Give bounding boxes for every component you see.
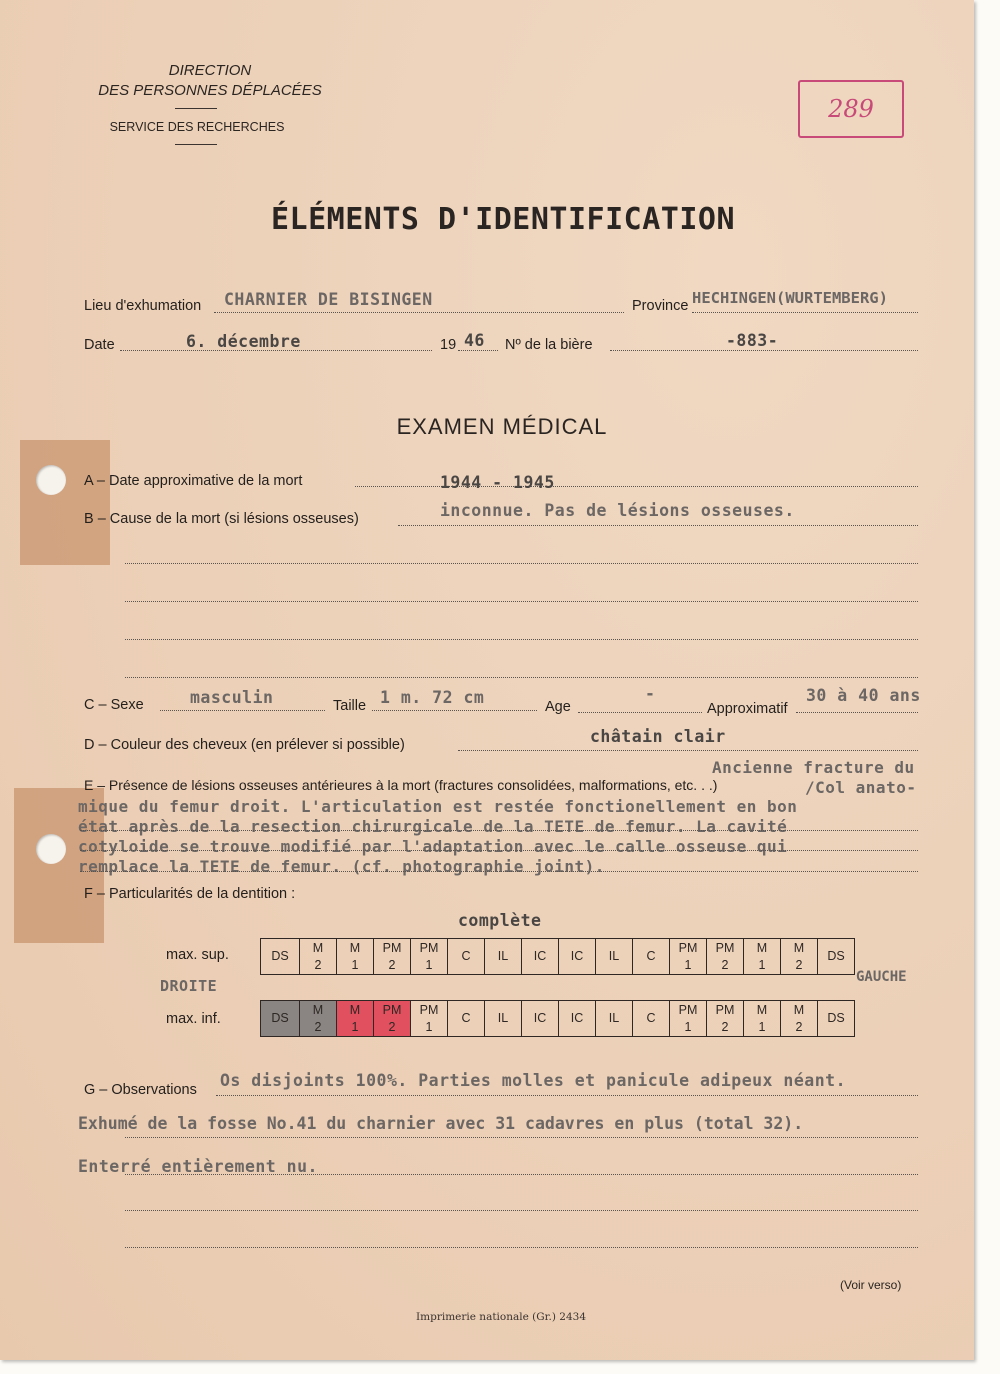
exam-f-value: complète xyxy=(458,911,542,930)
tooth-number-label: 2 xyxy=(388,957,396,972)
lower-tooth-c xyxy=(448,1001,485,1037)
tooth-type-label: PM xyxy=(678,940,698,955)
header-rule xyxy=(175,108,217,109)
lower-tooth-il xyxy=(596,1001,633,1037)
tooth-type-label: PM xyxy=(715,1002,735,1017)
upper-tooth-il xyxy=(596,939,633,975)
tooth-number-label: 2 xyxy=(721,957,729,972)
lower-tooth-m2 xyxy=(781,1001,818,1037)
exam-c-approx-value: 30 à 40 ans xyxy=(806,686,921,705)
tooth-type-label: PM xyxy=(715,940,735,955)
tooth-number-label: 2 xyxy=(721,1019,729,1034)
lower-tooth-m1 xyxy=(337,1001,374,1037)
tooth-type-label: PM xyxy=(382,940,402,955)
upper-tooth-ds xyxy=(261,939,300,975)
tooth-type-label: M xyxy=(312,1002,324,1017)
exam-e-line-6: remplace la TETE de femur. (cf. photographie joint). xyxy=(78,857,605,876)
lieu-value: CHARNIER DE BISINGEN xyxy=(224,290,433,309)
lieu-label: Lieu d'exhumation xyxy=(84,298,202,314)
tooth-type-label: DS xyxy=(827,1011,845,1025)
tooth-type-label: IL xyxy=(497,1011,509,1025)
tooth-type-label: M xyxy=(312,940,324,955)
upper-tooth-pm2 xyxy=(374,939,411,975)
upper-tooth-c xyxy=(448,939,485,975)
tooth-type-label: M xyxy=(756,1002,768,1017)
tooth-type-label: DS xyxy=(827,949,845,963)
tooth-type-label: M xyxy=(349,940,361,955)
exam-b-label: B – Cause de la mort (si lésions osseuses) xyxy=(84,511,359,527)
exam-d-label: D – Couleur des cheveux (en prélever si possible) xyxy=(84,737,405,753)
lower-tooth-c xyxy=(633,1001,670,1037)
upper-tooth-m1 xyxy=(337,939,374,975)
exam-c-approx-label: Approximatif xyxy=(707,701,788,717)
tooth-type-label: PM xyxy=(678,1002,698,1017)
tooth-type-label: IL xyxy=(608,1011,620,1025)
header-service: SERVICE DES RECHERCHES xyxy=(109,120,285,134)
lower-tooth-m2 xyxy=(300,1001,337,1037)
tooth-number-label: 1 xyxy=(758,1019,766,1034)
exam-e-line-3: mique du femur droit. L'articulation est restée fonctionellement en bon xyxy=(78,797,798,816)
year-prefix: 19 xyxy=(440,337,457,353)
upper-tooth-pm1 xyxy=(411,939,448,975)
upper-tooth-pm2 xyxy=(707,939,744,975)
upper-tooth-pm1 xyxy=(670,939,707,975)
tooth-type-label: IC xyxy=(570,1011,584,1025)
voir-verso: (Voir verso) xyxy=(840,1278,902,1292)
case-number-stamp: 289 xyxy=(798,80,904,138)
lower-tooth-pm1 xyxy=(670,1001,707,1037)
lower-tooth-pm2 xyxy=(707,1001,744,1037)
exam-c-taille-label: Taille xyxy=(333,698,367,714)
max-sup-label: max. sup. xyxy=(166,947,229,963)
upper-tooth-c xyxy=(633,939,670,975)
header-rule xyxy=(175,144,217,145)
tooth-type-label: C xyxy=(461,949,471,963)
tooth-number-label: 1 xyxy=(425,1019,433,1034)
lower-tooth-ds xyxy=(261,1001,300,1037)
lower-tooth-ds xyxy=(818,1001,855,1037)
tooth-number-label: 1 xyxy=(684,1019,692,1034)
tooth-type-label: PM xyxy=(419,1002,439,1017)
exam-e-line-4: état après de la resection chirurgicale de la TETE de femur. La cavité xyxy=(78,817,788,836)
header-direction: DIRECTION xyxy=(168,62,252,79)
tooth-type-label: IL xyxy=(497,949,509,963)
tooth-number-label: 1 xyxy=(425,957,433,972)
gauche-label: GAUCHE xyxy=(856,969,907,985)
printer-note: Imprimerie nationale (Gr.) 2434 xyxy=(416,1311,586,1323)
punch-hole-bottom xyxy=(36,834,66,864)
exam-g-line-3: Enterré entièrement nu. xyxy=(78,1157,318,1176)
province-value: HECHINGEN(WURTEMBERG) xyxy=(692,289,888,307)
lower-tooth-m1 xyxy=(744,1001,781,1037)
exam-c-age-label: Age xyxy=(545,699,571,715)
exam-b-value: inconnue. Pas de lésions osseuses. xyxy=(440,501,795,520)
tooth-type-label: M xyxy=(793,940,805,955)
tooth-type-label: IC xyxy=(570,949,584,963)
upper-teeth-chart xyxy=(260,938,855,975)
upper-tooth-ic xyxy=(522,939,559,975)
lower-tooth-pm1 xyxy=(411,1001,448,1037)
biere-label: Nº de la bière xyxy=(505,337,593,353)
max-inf-label: max. inf. xyxy=(166,1011,221,1027)
exam-a-label: A – Date approximative de la mort xyxy=(84,473,303,489)
lower-tooth-pm2 xyxy=(374,1001,411,1037)
tooth-number-label: 2 xyxy=(314,1019,322,1034)
exam-a-value: 1944 - 1945 xyxy=(440,473,555,492)
tooth-number-label: 1 xyxy=(684,957,692,972)
province-label: Province xyxy=(632,298,689,314)
upper-tooth-il xyxy=(485,939,522,975)
upper-tooth-m2 xyxy=(781,939,818,975)
tooth-type-label: PM xyxy=(382,1002,402,1017)
exam-c-taille-value: 1 m. 72 cm xyxy=(380,688,485,707)
tooth-type-label: M xyxy=(349,1002,361,1017)
upper-tooth-m1 xyxy=(744,939,781,975)
tooth-type-label: DS xyxy=(271,949,289,963)
section-title: EXAMEN MÉDICAL xyxy=(396,414,608,439)
tooth-type-label: C xyxy=(646,1011,656,1025)
document-title: ÉLÉMENTS D'IDENTIFICATION xyxy=(270,202,736,237)
lower-tooth-il xyxy=(485,1001,522,1037)
tooth-type-label: C xyxy=(646,949,656,963)
lower-tooth-ic xyxy=(522,1001,559,1037)
tooth-type-label: IL xyxy=(608,949,620,963)
tooth-type-label: DS xyxy=(271,1011,289,1025)
tooth-number-label: 1 xyxy=(758,957,766,972)
exam-f-label: F – Particularités de la dentition : xyxy=(84,886,296,902)
tooth-type-label: M xyxy=(756,940,768,955)
exam-g-line-2: Exhumé de la fosse No.41 du charnier avec 31 cadavres en plus (total 32). xyxy=(78,1114,804,1133)
tooth-number-label: 2 xyxy=(388,1019,396,1034)
exam-g-line-1: Os disjoints 100%. Parties molles et panicule adipeux néant. xyxy=(220,1071,847,1090)
tooth-number-label: 2 xyxy=(795,1019,803,1034)
exam-e-label: E – Présence de lésions osseuses antérieures à la mort (fractures consolidées, malformations, etc. . .) xyxy=(84,777,718,793)
tooth-type-label: PM xyxy=(419,940,439,955)
exam-c-age-value: - xyxy=(645,684,656,703)
exam-c-sexe-label: C – Sexe xyxy=(84,697,144,713)
hole-reinforcement xyxy=(20,440,110,565)
tooth-number-label: 2 xyxy=(795,957,803,972)
exam-c-sexe-value: masculin xyxy=(190,688,274,707)
header-department: DES PERSONNES DÉPLACÉES xyxy=(98,82,322,99)
date-value: 6. décembre xyxy=(186,332,301,351)
tooth-type-label: IC xyxy=(533,949,547,963)
exam-g-label: G – Observations xyxy=(84,1082,197,1098)
upper-tooth-ic xyxy=(559,939,596,975)
tooth-number-label: 1 xyxy=(351,1019,359,1034)
tooth-number-label: 2 xyxy=(314,957,322,972)
tooth-type-label: C xyxy=(461,1011,471,1025)
biere-value: -883- xyxy=(726,331,779,350)
droite-label: DROITE xyxy=(160,977,218,995)
exam-d-value: châtain clair xyxy=(590,727,726,746)
exam-e-line-5: cotyloide se trouve modifié par l'adaptation avec le calle osseuse qui xyxy=(78,837,788,856)
tooth-number-label: 1 xyxy=(351,957,359,972)
lower-tooth-ic xyxy=(559,1001,596,1037)
date-label: Date xyxy=(84,337,115,353)
year-value: 46 xyxy=(464,331,485,350)
lower-teeth-chart xyxy=(260,1000,855,1037)
exam-e-value-1: Ancienne fracture du xyxy=(712,758,915,777)
exam-e-value-2: /Col anato- xyxy=(805,778,917,797)
tooth-type-label: M xyxy=(793,1002,805,1017)
upper-tooth-m2 xyxy=(300,939,337,975)
upper-tooth-ds xyxy=(818,939,855,975)
punch-hole-top xyxy=(36,465,66,495)
tooth-type-label: IC xyxy=(533,1011,547,1025)
